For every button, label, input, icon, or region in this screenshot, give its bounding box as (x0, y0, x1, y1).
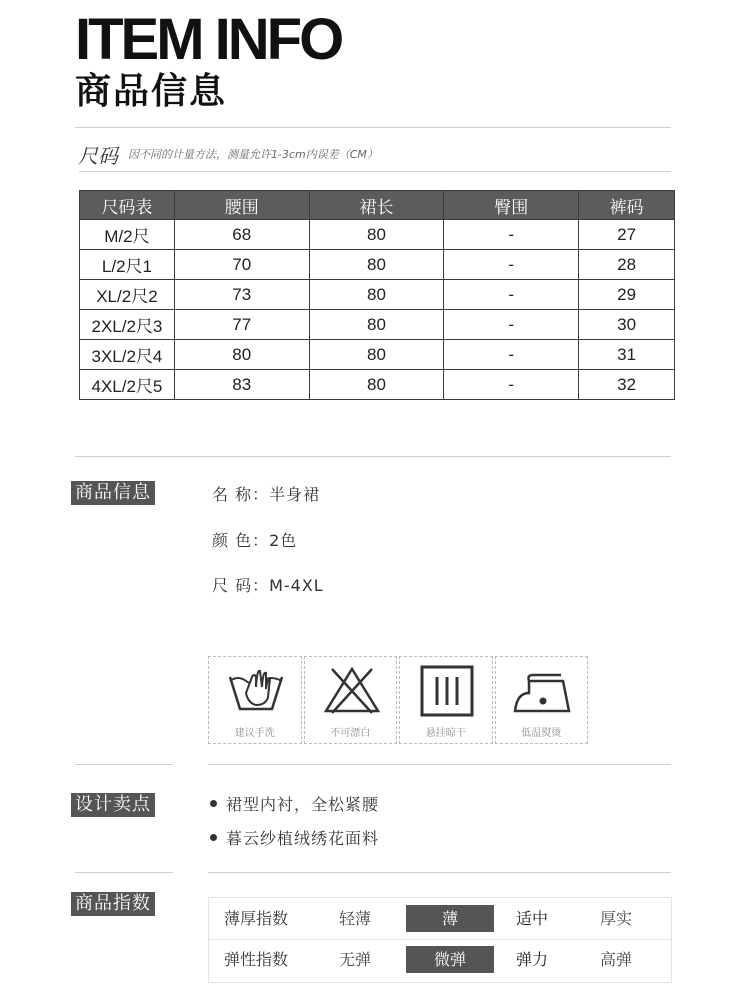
table-cell: 80 (309, 280, 444, 310)
table-cell: - (444, 340, 579, 370)
index-option: 适中 (515, 909, 548, 928)
care-label: 建议手洗 (234, 728, 275, 739)
index-option: 厚实 (599, 909, 632, 928)
column-header: 臀围 (444, 191, 579, 220)
care-label: 悬挂晾干 (425, 728, 466, 739)
table-cell: 2XL/2尺3 (80, 310, 175, 340)
column-header: 裤码 (579, 191, 675, 220)
product-size: 尺 码：M-4XL (212, 576, 324, 595)
table-cell: 80 (174, 340, 309, 370)
table-row (80, 370, 675, 400)
design-point (210, 792, 379, 815)
index-option: 高弹 (599, 950, 632, 969)
index-option-selected: 薄 (406, 905, 494, 932)
index-option-selected: 微弹 (406, 946, 494, 973)
table-cell: 83 (174, 370, 309, 400)
no-bleach-icon (322, 663, 382, 719)
table-cell: 4XL/2尺5 (80, 370, 175, 400)
column-header: 腰围 (174, 191, 309, 220)
care-instructions (208, 656, 590, 744)
table-row (80, 250, 675, 280)
table-cell: 80 (309, 250, 444, 280)
table-cell: 32 (579, 370, 675, 400)
divider (208, 764, 671, 765)
table-cell: 31 (579, 340, 675, 370)
table-cell: 80 (309, 310, 444, 340)
section-tag-product-info: 商品信息 (71, 481, 155, 505)
care-item-low-iron (495, 656, 589, 744)
bullet-dot (210, 800, 217, 807)
index-row-name: 弹性指数 (223, 950, 288, 969)
size-label: 尺码 (78, 144, 118, 168)
index-row-name: 薄厚指数 (223, 909, 288, 928)
index-option: 弹力 (515, 950, 548, 969)
index-table (208, 897, 672, 983)
table-row (80, 280, 675, 310)
section-tag-design: 设计卖点 (71, 793, 155, 817)
table-cell: 29 (579, 280, 675, 310)
table-cell: M/2尺 (80, 220, 175, 250)
index-row-elasticity (209, 939, 671, 981)
index-option: 无弹 (338, 950, 371, 969)
index-row-thickness (209, 898, 671, 940)
design-point (210, 826, 379, 849)
care-item-line-dry (399, 656, 493, 744)
table-cell: 80 (309, 340, 444, 370)
divider (75, 127, 671, 128)
table-cell: - (444, 310, 579, 340)
table-row (80, 310, 675, 340)
design-point-text: 暮云纱植绒绣花面料 (226, 829, 380, 848)
low-iron-icon (513, 663, 573, 719)
column-header: 尺码表 (80, 191, 175, 220)
hand-wash-icon (226, 663, 286, 719)
table-cell: - (444, 370, 579, 400)
table-cell: - (444, 250, 579, 280)
table-cell: 30 (579, 310, 675, 340)
divider (79, 171, 671, 172)
table-cell: - (444, 280, 579, 310)
table-cell: 73 (174, 280, 309, 310)
table-cell: XL/2尺2 (80, 280, 175, 310)
care-label: 不可漂白 (330, 728, 371, 739)
care-item-hand-wash (208, 656, 302, 744)
design-point-text: 裙型内衬，全松紧腰 (226, 795, 380, 814)
divider (75, 456, 671, 457)
table-cell: 28 (579, 250, 675, 280)
size-table-header (80, 191, 675, 220)
divider (75, 872, 173, 873)
table-cell: 77 (174, 310, 309, 340)
table-row (80, 220, 675, 250)
size-note: 因不同的计量方法，测量允许1-3cm内误差（CM） (128, 148, 378, 161)
divider (209, 939, 671, 940)
line-dry-icon (417, 663, 477, 719)
column-header: 裙长 (309, 191, 444, 220)
title-english: ITEM INFO (75, 7, 342, 72)
table-cell: 80 (309, 220, 444, 250)
bullet-dot (210, 834, 217, 841)
product-name: 名 称：半身裙 (212, 485, 321, 504)
table-row (80, 340, 675, 370)
section-tag-index: 商品指数 (71, 892, 155, 916)
table-cell: 70 (174, 250, 309, 280)
divider (208, 872, 671, 873)
table-cell: L/2尺1 (80, 250, 175, 280)
care-label: 低温熨烫 (521, 728, 562, 739)
title-chinese: 商品信息 (75, 71, 228, 112)
divider (75, 764, 173, 765)
table-cell: 80 (309, 370, 444, 400)
index-option: 轻薄 (338, 909, 371, 928)
care-item-no-bleach (304, 656, 398, 744)
table-cell: 68 (174, 220, 309, 250)
table-cell: - (444, 220, 579, 250)
size-table (79, 190, 675, 400)
product-color: 颜 色：2色 (212, 531, 298, 550)
table-cell: 27 (579, 220, 675, 250)
table-cell: 3XL/2尺4 (80, 340, 175, 370)
